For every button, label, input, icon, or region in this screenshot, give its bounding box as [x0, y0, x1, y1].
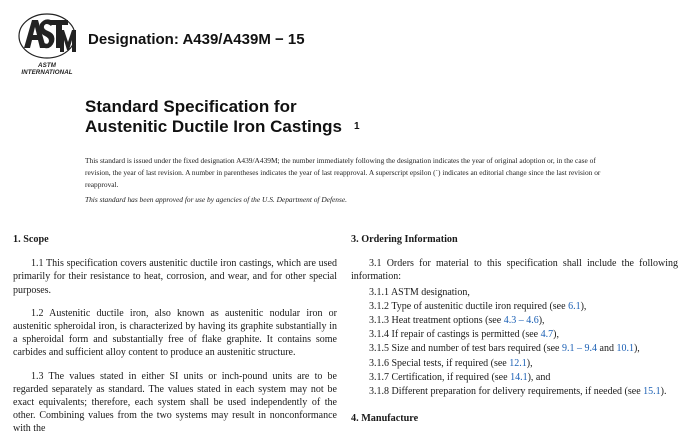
ordering-item-text: and	[597, 343, 617, 355]
notice-epsilon: ´	[435, 168, 439, 177]
ordering-item-3-1-1: 3.1.1 ASTM designation,	[369, 286, 470, 298]
scope-heading: 1. Scope	[13, 234, 49, 245]
ordering-item-text: 3.1.8 Different preparation for delivery requirements, if needed (see	[369, 386, 644, 398]
ordering-intro: 3.1 Orders for material to this specification shall include the following information:	[351, 258, 678, 283]
section-link[interactable]: 4.7	[540, 329, 554, 341]
ordering-item-text: ),	[553, 329, 559, 341]
ordering-item-text: 3.1.3 Heat treatment options (see	[369, 315, 504, 327]
section-link[interactable]: 9.1 – 9.4	[562, 343, 597, 355]
ordering-item-3-1-8	[351, 385, 678, 398]
section-link[interactable]: 4.3 – 4.6	[503, 315, 539, 327]
ordering-item-text: 3.1.4 If repair of castings is permitted (see	[369, 329, 541, 341]
notice-text-pre: This standard is issued under the fixed designation A439/A439M; the number immediately following the designation indicates the year of original adoption or, in the case of revision, the year of last revision. A number in parentheses indicates the year of last reapproval. A superscript epsilon (	[85, 156, 596, 177]
notice-text-post: ) indicates an editorial change since the last revision or reapproval.	[85, 168, 601, 189]
ordering-item-3-1-5	[351, 342, 678, 355]
ordering-item-3-1-6	[351, 357, 678, 370]
astm-logo-mark	[16, 10, 78, 70]
section-link[interactable]: 12.1	[509, 357, 527, 369]
scope-paragraph-1-2: 1.2 Austenitic ductile iron, also known as austenitic nodular iron or austenitic spheroidal iron, is characterized by having its graphite substantially in a spheroidal form and substantially free of flake graphite. It contains some carbides and sufficient alloy content to produce an austenitic structure.	[13, 307, 337, 359]
ordering-item-text: 3.1.5 Size and number of test bars required (see	[369, 343, 562, 355]
designation-notice	[85, 155, 605, 191]
ordering-item-3-1-3	[351, 314, 678, 327]
ordering-item-text: ),	[538, 315, 545, 327]
title-footnote-mark: 1	[353, 121, 360, 132]
ordering-item-text: ), and	[527, 371, 551, 383]
ordering-heading: 3. Ordering Information	[351, 234, 458, 245]
ordering-section	[351, 233, 678, 436]
scope-paragraph-1-1: 1.1 This specification covers austenitic ductile iron castings, which are used primarily for their resistance to heat, corrosion, and wear, and for other special purposes.	[13, 258, 337, 296]
ordering-item-text: 3.1.6 Special tests, if required (see	[369, 357, 510, 369]
astm-logo	[16, 10, 78, 76]
section-link[interactable]: 10.1	[616, 343, 634, 355]
section-link[interactable]: 14.1	[510, 371, 528, 383]
title-line-2	[85, 117, 360, 140]
ordering-item-text: 3.1.2 Type of austenitic ductile iron required (see	[369, 300, 569, 312]
ordering-item-text: 3.1.7 Certification, if required (see	[369, 371, 511, 383]
document-title	[85, 97, 360, 140]
section-link[interactable]: 6.1	[568, 300, 581, 312]
ordering-item-3-1-7	[351, 371, 678, 384]
scope-section	[13, 233, 337, 442]
ordering-item-text: ),	[633, 343, 640, 355]
logo-wordmark: ASTM INTERNATIONAL	[21, 62, 73, 76]
ordering-item-text: ),	[580, 300, 587, 312]
title-line-2-text: Austenitic Ductile Iron Castings	[85, 117, 342, 136]
ordering-item-text: ),	[526, 357, 533, 369]
title-line-1: Standard Specification for	[85, 97, 297, 116]
designation: Designation: A439/A439M − 15	[88, 31, 305, 48]
approval-notice: This standard has been approved for use by agencies of the U.S. Department of Defense.	[85, 195, 347, 204]
ordering-item-text: ).	[660, 386, 667, 398]
ordering-item-3-1-4	[351, 328, 678, 341]
scope-paragraph-1-3: 1.3 The values stated in either SI units or inch-pound units are to be regarded separately as standard. The values stated in each system may not be exact equivalents; therefore, each system shall be used independently of the other. Combining values from the two systems may result in nonconformance with the	[13, 370, 337, 435]
section-link[interactable]: 15.1	[643, 386, 661, 398]
manufacture-heading: 4. Manufacture	[351, 413, 419, 425]
ordering-item-3-1-2	[351, 300, 678, 313]
